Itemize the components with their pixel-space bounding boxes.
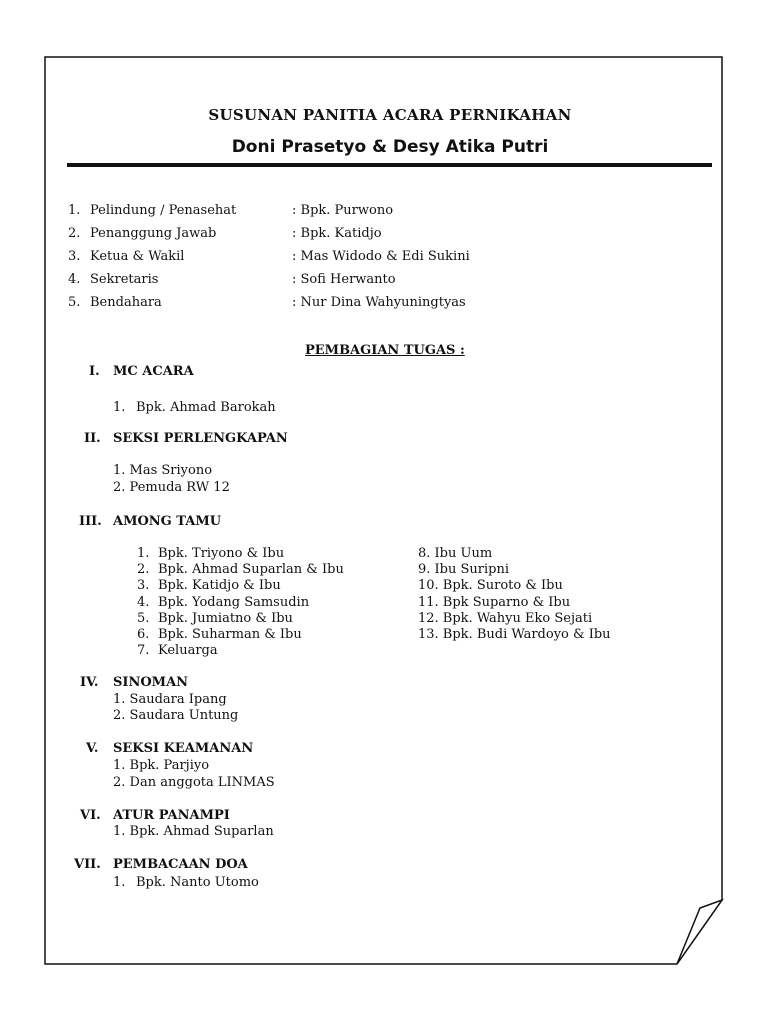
section-number: VII. <box>74 857 101 872</box>
section-title: ATUR PANAMPI <box>113 808 230 823</box>
list-item: 8. Ibu Uum <box>418 546 493 561</box>
committee-num: 5. <box>68 295 81 310</box>
list-item: Bpk. Nanto Utomo <box>136 875 259 890</box>
list-item-num: 1. <box>113 875 126 890</box>
list-item-num: 1. <box>137 546 150 561</box>
list-item: 12. Bpk. Wahyu Eko Sejati <box>418 611 593 626</box>
list-item: 13. Bpk. Budi Wardoyo & Ibu <box>418 627 611 642</box>
list-item: 2. Dan anggota LINMAS <box>113 775 275 790</box>
section-number: VI. <box>80 808 101 823</box>
list-item: Bpk. Jumiatno & Ibu <box>158 611 293 626</box>
list-item: 1. Bpk. Parjiyo <box>113 758 210 773</box>
list-item: 1. Bpk. Ahmad Suparlan <box>113 824 274 839</box>
list-item: 10. Bpk. Suroto & Ibu <box>418 578 563 593</box>
list-item: Bpk. Katidjo & Ibu <box>158 578 281 593</box>
committee-value: : Nur Dina Wahyuningtyas <box>292 295 466 310</box>
list-item-num: 2. <box>137 562 150 577</box>
list-item-num: 7. <box>137 643 150 658</box>
section-title: MC ACARA <box>113 364 194 379</box>
list-item: 11. Bpk Suparno & Ibu <box>418 595 571 610</box>
committee-role: Sekretaris <box>90 272 159 287</box>
list-item-num: 3. <box>137 578 150 593</box>
list-item-num: 5. <box>137 611 150 626</box>
committee-role: Ketua & Wakil <box>90 249 185 264</box>
list-item: 1. <box>113 400 126 415</box>
list-item-num: 4. <box>137 595 150 610</box>
committee-num: 3. <box>68 249 81 264</box>
section-title: SEKSI PERLENGKAPAN <box>113 431 288 446</box>
list-item: 2. Saudara Untung <box>113 708 239 723</box>
section-title: SINOMAN <box>113 675 189 690</box>
section-title: PEMBACAAN DOA <box>113 857 248 872</box>
committee-role: Pelindung / Penasehat <box>90 203 237 218</box>
tasks-heading: PEMBAGIAN TUGAS : <box>305 343 465 358</box>
list-item: Keluarga <box>158 643 218 658</box>
list-item: Bpk. Triyono & Ibu <box>158 546 285 561</box>
committee-role: Bendahara <box>90 295 162 310</box>
committee-value: : Sofi Herwanto <box>292 272 396 287</box>
section-number: III. <box>79 514 102 529</box>
section-number: IV. <box>80 675 99 690</box>
list-item-num: 6. <box>137 627 150 642</box>
list-item: 2. Pemuda RW 12 <box>113 480 230 495</box>
committee-num: 4. <box>68 272 81 287</box>
committee-role: Penanggung Jawab <box>90 226 217 241</box>
section-number: V. <box>86 741 99 756</box>
list-item: 1. Saudara Ipang <box>113 692 227 707</box>
committee-value: : Bpk. Purwono <box>292 203 394 218</box>
section-number: I. <box>89 364 100 379</box>
list-item: Bpk. Yodang Samsudin <box>158 595 310 610</box>
document-title: SUSUNAN PANITIA ACARA PERNIKAHAN <box>208 106 572 124</box>
list-item: Bpk. Suharman & Ibu <box>158 627 302 642</box>
list-item: Bpk. Ahmad Suparlan & Ibu <box>158 562 344 577</box>
list-item: 9. Ibu Suripni <box>418 562 509 577</box>
section-title: AMONG TAMU <box>113 514 222 529</box>
section-title: SEKSI KEAMANAN <box>113 741 254 756</box>
committee-value: : Mas Widodo & Edi Sukini <box>292 249 470 264</box>
committee-value: : Bpk. Katidjo <box>292 226 382 241</box>
couple-names: Doni Prasetyo & Desy Atika Putri <box>231 137 549 157</box>
committee-num: 2. <box>68 226 81 241</box>
section-number: II. <box>84 431 101 446</box>
title-divider <box>67 163 712 167</box>
list-item: 1. Mas Sriyono <box>113 463 213 478</box>
list-item: Bpk. Ahmad Barokah <box>136 400 276 415</box>
committee-num: 1. <box>68 203 81 218</box>
